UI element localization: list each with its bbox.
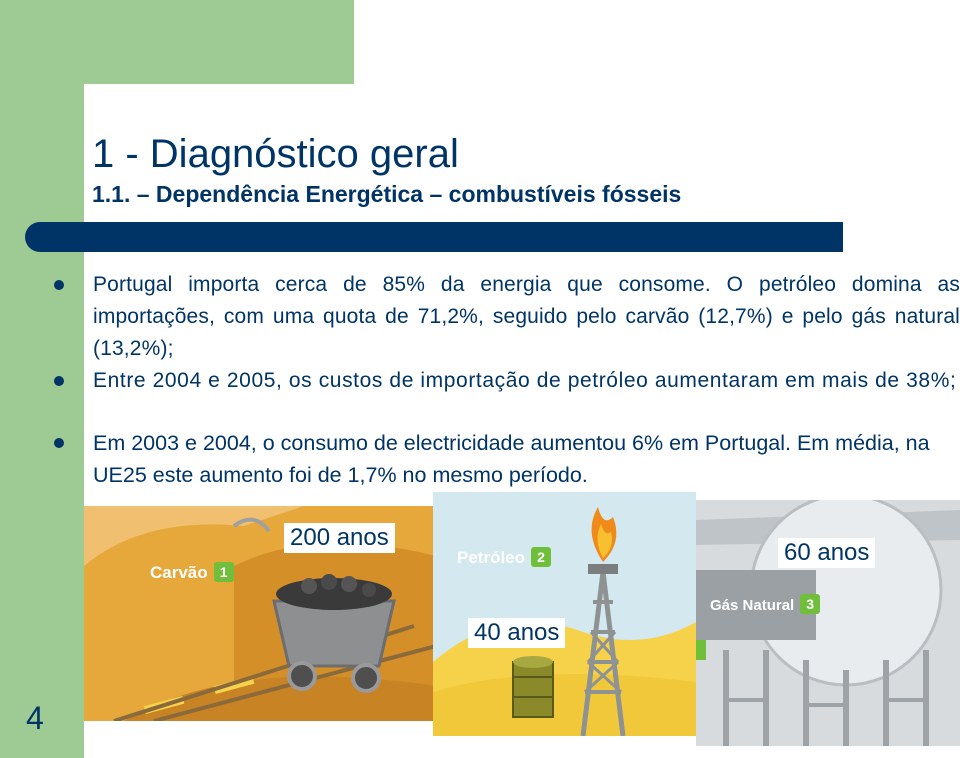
gas-label [710,594,820,614]
bullet-list [50,269,960,491]
title-divider-bar [25,222,843,252]
bullet-text: Portugal importa cerca de 85% da energia que consome. O petróleo domina as importações, com uma quota de 71,2%, seguido pelo carvão (12,7%) e pelo gás natural (13,2%); [93,273,960,360]
bullet-text: Entre 2004 e 2005, os custos de importação de petróleo aumentaram em mais de 38%; [93,369,957,392]
bullet-dot-icon [54,438,64,448]
oil-years-label: 40 anos [468,618,565,648]
gas-scene-graphic [696,500,960,746]
oil-illustration [433,492,696,736]
coal-number-badge: 1 [214,562,234,582]
slide-title: 1 - Diagnóstico geral [92,132,459,176]
oil-label [457,547,551,568]
top-green-band [84,0,354,84]
bullet-dot-icon [54,280,64,290]
oil-label-text: Petróleo [457,548,526,567]
bullet-item [50,365,960,427]
gas-years-label: 60 anos [778,538,875,568]
bullet-dot-icon [54,376,64,386]
gas-illustration [696,500,960,746]
oil-scene-graphic [433,492,696,736]
bullet-text: Em 2003 e 2004, o consumo de electricidade aumentou 6% em Portugal. Em média, na UE25 este aumento foi de 1,7% no mesmo período. [93,431,930,487]
coal-label-text: Carvão [150,563,208,582]
bullet-item [50,427,960,491]
slide-subtitle: 1.1. – Dependência Energética – combustíveis fósseis [92,181,682,207]
gas-label-text: Gás Natural [710,597,795,614]
coal-years-label: 200 anos [284,523,395,553]
page-number: 4 [26,700,44,736]
bullet-item [50,269,960,365]
coal-label [150,562,234,583]
gas-number-badge: 3 [800,594,820,614]
oil-number-badge: 2 [531,547,551,567]
